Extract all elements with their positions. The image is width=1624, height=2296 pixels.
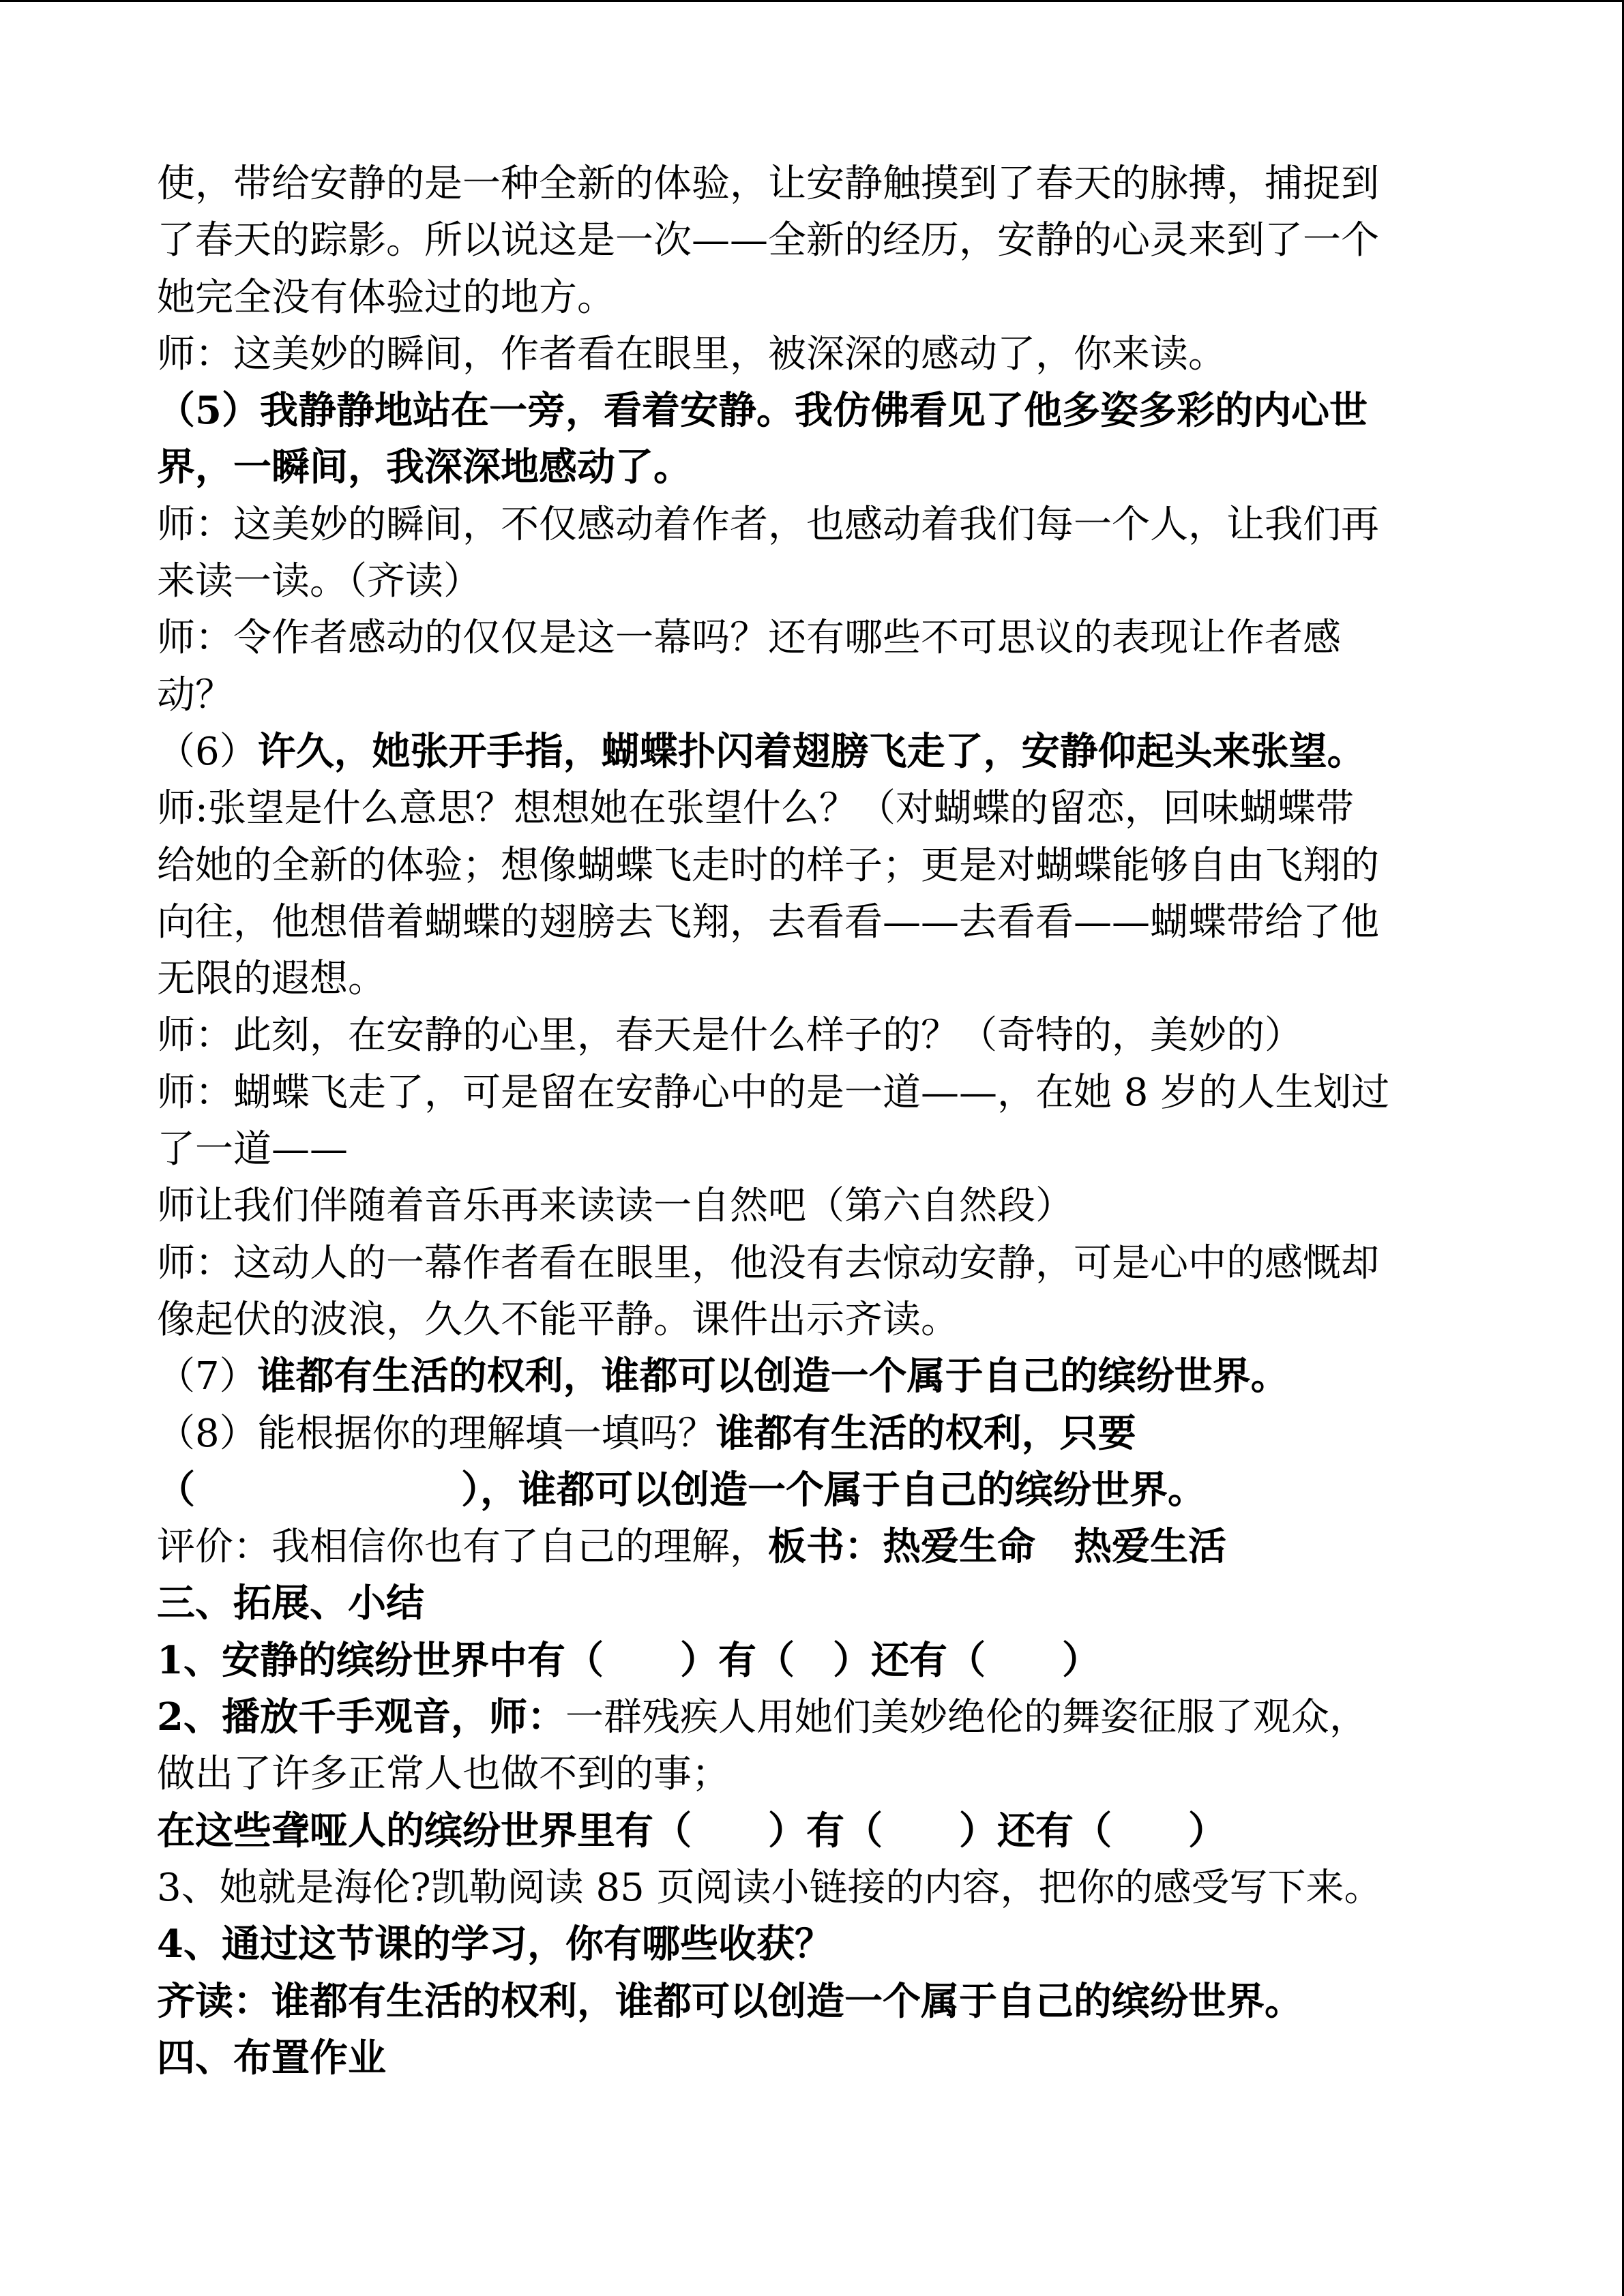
- text-line: 在这些聋哑人的缤纷世界里有（ ）有（ ）还有（ ）: [157, 1808, 1226, 1853]
- evaluation-line: [157, 1519, 1494, 1575]
- text-line: 师：令作者感动的仅仅是这一幕吗？还有哪些不可思议的表现让作者感: [157, 616, 1341, 661]
- text-line: 她完全没有体验过的地方。: [157, 275, 615, 320]
- text-line: 齐读：谁都有生活的权利，谁都可以创造一个属于自己的缤纷世界。: [157, 1978, 1303, 2024]
- quote-number: （7）: [157, 1354, 258, 1399]
- text-line: 无限的遐想。: [157, 957, 386, 1002]
- section-heading: 四、布置作业: [157, 2035, 386, 2081]
- text-line: 做出了许多正常人也做不到的事；: [157, 1752, 730, 1797]
- quote-line: （5）我静静地站在一旁，看着安静。我仿佛看见了他多姿多彩的内心世: [157, 388, 1368, 434]
- evaluation-text: 评价：我相信你也有了自己的理解，: [157, 1525, 768, 1570]
- list-item: 1、安静的缤纷世界中有（ ）有（ ）还有（ ）: [157, 1637, 1100, 1683]
- text-line: 师：这美妙的瞬间，不仅感动着作者，也感动着我们每一个人，让我们再: [157, 502, 1379, 547]
- question-text: （8）能根据你的理解填一填吗？: [157, 1411, 716, 1456]
- text-line: 像起伏的波浪，久久不能平静。课件出示齐读。: [157, 1297, 959, 1342]
- board-writing: 板书：热爱生命 热爱生活: [768, 1524, 1226, 1570]
- fill-in-text: 谁都有生活的权利，只要: [715, 1410, 1136, 1456]
- text-line: 来读一读。（齐读）: [157, 559, 482, 604]
- text-line: 师：这动人的一幕作者看在眼里，他没有去惊动安静，可是心中的感慨却: [157, 1240, 1379, 1285]
- text-line: 师:张望是什么意思？想想她在张望什么？（对蝴蝶的留恋，回味蝴蝶带: [157, 786, 1354, 831]
- fill-in-rest: ），谁都可以创造一个属于自己的缤纷世界。: [461, 1467, 1206, 1512]
- text-line: 师：这美妙的瞬间，作者看在眼里，被深深的感动了，你来读。: [157, 331, 1226, 376]
- fill-in-line: [157, 1462, 1494, 1519]
- list-item: 4、通过这节课的学习，你有哪些收获？: [157, 1922, 833, 1967]
- text-line: 动？: [157, 672, 233, 717]
- list-item-text: 一群残疾人用她们美妙绝伦的舞姿征服了观众，: [565, 1695, 1368, 1740]
- text-line: 使，带给安静的是一种全新的体验，让安静触摸到了春天的脉搏，捕捉到: [157, 162, 1379, 206]
- quote-text: 谁都有生活的权利，谁都可以创造一个属于自己的缤纷世界。: [257, 1354, 1289, 1399]
- text-line: 给她的全新的体验；想像蝴蝶飞走时的样子；更是对蝴蝶能够自由飞翔的: [157, 843, 1379, 888]
- list-item-lead: 2、播放千手观音，师：: [157, 1695, 565, 1740]
- quote-line: 界，一瞬间，我深深地感动了。: [157, 445, 692, 490]
- text-line: 师：蝴蝶飞走了，可是留在安静心中的是一道——，在她 8 岁的人生划过: [157, 1070, 1390, 1115]
- quote-text: 许久，她张开手指，蝴蝶扑闪着翅膀飞走了，安静仰起头来张望。: [257, 728, 1365, 774]
- quote-number: （6）: [157, 729, 258, 774]
- text-line: 向往，他想借着蝴蝶的翅膀去飞翔，去看看——去看看——蝴蝶带给了他: [157, 899, 1379, 944]
- quote-line: [157, 724, 1494, 780]
- text-line: 了一道——: [157, 1127, 348, 1172]
- text-line: 了春天的踪影。所以说这是一次——全新的经历，安静的心灵来到了一个: [157, 218, 1379, 263]
- text-line: 师让我们伴随着音乐再来读读一自然吧（第六自然段）: [157, 1184, 1074, 1229]
- document-page: [157, 155, 1494, 2087]
- quote-line: [157, 1348, 1494, 1405]
- section-heading: 三、拓展、小结: [157, 1581, 424, 1626]
- text-line: 师：此刻，在安静的心里，春天是什么样子的？（奇特的，美妙的）: [157, 1013, 1303, 1058]
- fill-in-open: （: [157, 1467, 195, 1512]
- fill-in-line: [157, 1405, 1494, 1462]
- list-item: [157, 1689, 1494, 1746]
- page-border-top: [0, 0, 1624, 2]
- list-item: 3、她就是海伦?凯勒阅读 85 页阅读小链接的内容，把你的感受写下来。: [157, 1865, 1383, 1910]
